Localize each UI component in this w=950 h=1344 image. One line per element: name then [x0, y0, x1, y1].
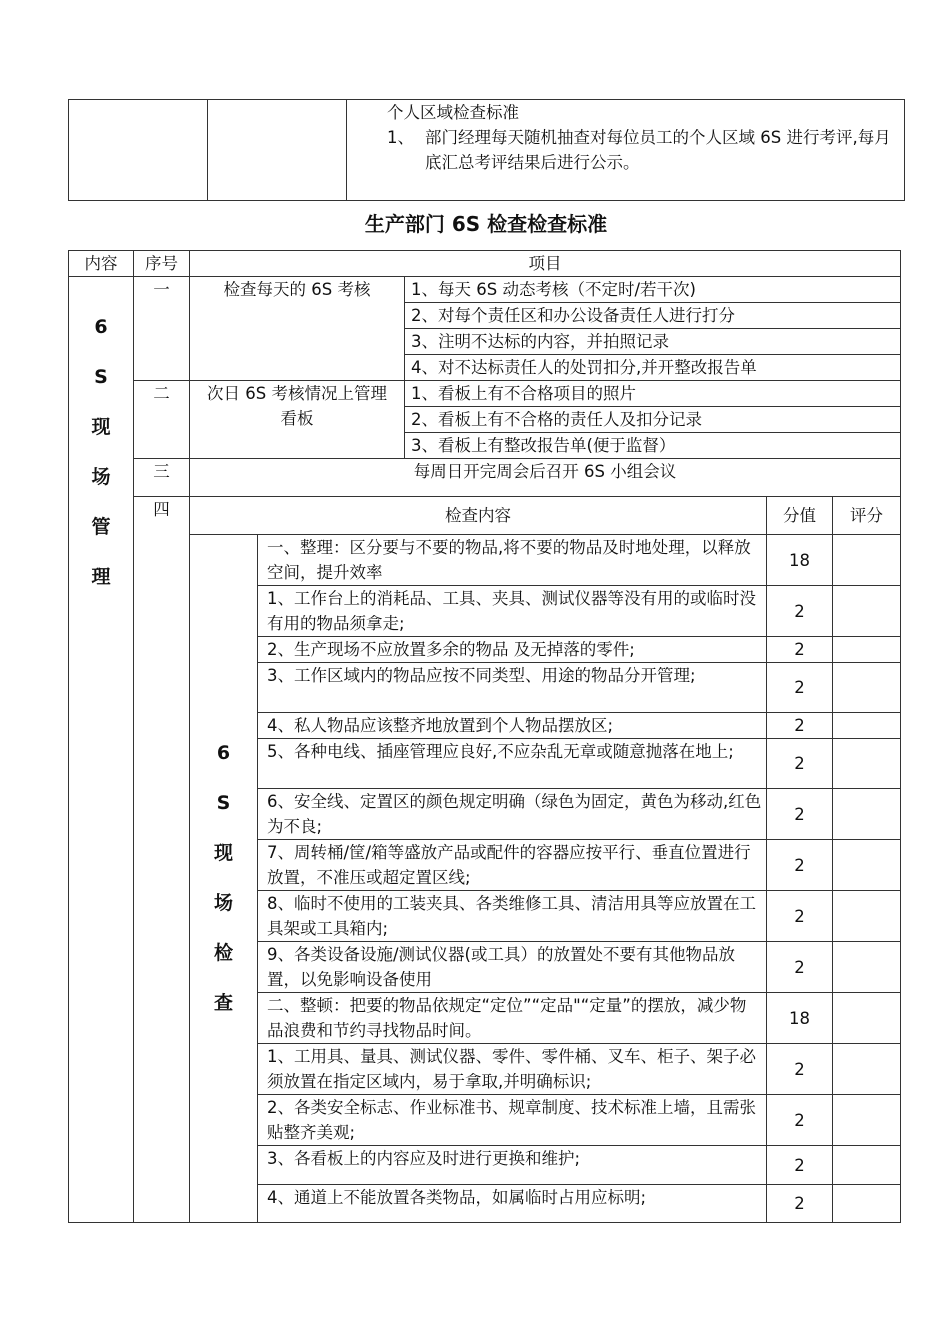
check-category-char: 检: [213, 942, 233, 964]
check-item-text: 一、整理：区分要与不要的物品,将不要的物品及时地处理，以释放空间，提升效率: [258, 535, 767, 586]
category-char: 管: [91, 516, 111, 538]
check-item-rating: [833, 586, 901, 637]
check-item-text: 二、整顿：把要的物品依规定“定位”“定品"“定量”的摆放，减少物品浪费和节约寻找物品时间。: [258, 993, 767, 1044]
check-item-rating: [833, 1146, 901, 1185]
top-empty-cell-2: [208, 100, 347, 201]
check-item-text: 2、生产现场不应放置多余的物品 及无掉落的零件;: [258, 637, 767, 663]
check-item-text: 4、私人物品应该整齐地放置到个人物品摆放区;: [258, 713, 767, 739]
group-1-seq: 一: [134, 277, 190, 381]
group-2-item: 3、看板上有整改报告单(便于监督）: [405, 433, 901, 459]
group-1-item: 3、注明不达标的内容，并拍照记录: [405, 329, 901, 355]
header-seq: 序号: [134, 251, 190, 277]
check-item-rating: [833, 637, 901, 663]
top-table: [68, 99, 905, 201]
check-category-char: 现: [213, 842, 233, 864]
check-item-text: 1、工用具、量具、测试仪器、零件、零件桶、叉车、柜子、架子必须放置在指定区域内，易于拿取,并明确标识;: [258, 1044, 767, 1095]
group-2-title: 次日 6S 考核情况上管理看板: [190, 381, 405, 459]
group-1-title: 检查每天的 6S 考核: [190, 277, 405, 381]
check-item-score: 2: [767, 1095, 833, 1146]
check-item-rating: [833, 739, 901, 789]
check-item-text: 3、工作区域内的物品应按不同类型、用途的物品分开管理;: [258, 663, 767, 713]
check-item-score: 2: [767, 739, 833, 789]
check-item-text: 3、各看板上的内容应及时进行更换和维护;: [258, 1146, 767, 1185]
rating-header: 评分: [833, 497, 901, 535]
top-standard-cell: [347, 100, 905, 201]
personal-area-heading: 个人区域检查标准: [387, 103, 519, 122]
check-item-score: 2: [767, 789, 833, 840]
main-table: [68, 250, 901, 1223]
check-item-rating: [833, 789, 901, 840]
group-2-item: 1、看板上有不合格项目的照片: [405, 381, 901, 407]
group-2-seq: 二: [134, 381, 190, 459]
check-item-score: 2: [767, 840, 833, 891]
check-item-rating: [833, 1044, 901, 1095]
check-item-text: 2、各类安全标志、作业标准书、规章制度、技术标准上墙，且需张贴整齐美观;: [258, 1095, 767, 1146]
check-item-text: 9、各类设备设施/测试仪器(或工具）的放置处不要有其他物品放置，以免影响设备使用: [258, 942, 767, 993]
page-title: 生产部门 6S 检查检查标准: [364, 212, 608, 236]
category-6s-inspection: [190, 535, 258, 1223]
check-item-rating: [833, 713, 901, 739]
group-2-item: 2、看板上有不合格的责任人及扣分记录: [405, 407, 901, 433]
check-item-score: 2: [767, 891, 833, 942]
check-item-score: 2: [767, 942, 833, 993]
check-item-rating: [833, 663, 901, 713]
category-char: 6: [94, 316, 108, 338]
check-item-score: 2: [767, 1044, 833, 1095]
category-6s-management: [69, 277, 134, 1223]
check-item-score: 2: [767, 713, 833, 739]
check-category-char: 查: [213, 992, 233, 1014]
check-item-text: 4、通道上不能放置各类物品，如属临时占用应标明;: [258, 1185, 767, 1223]
personal-area-item-index: 1、: [387, 128, 414, 147]
check-item-text: 7、周转桶/筐/箱等盛放产品或配件的容器应按平行、垂直位置进行放置，不准压或超定置区线;: [258, 840, 767, 891]
check-item-rating: [833, 1185, 901, 1223]
score-header: 分值: [767, 497, 833, 535]
check-item-score: 18: [767, 535, 833, 586]
check-item-text: 8、临时不使用的工装夹具、各类维修工具、清洁用具等应放置在工具架或工具箱内;: [258, 891, 767, 942]
check-item-score: 2: [767, 1146, 833, 1185]
category-char: 现: [91, 416, 111, 438]
category-char: 场: [91, 466, 111, 488]
top-empty-cell-1: [69, 100, 208, 201]
check-category-char: 场: [213, 892, 233, 914]
personal-area-item: [347, 125, 904, 175]
check-item-rating: [833, 1095, 901, 1146]
check-item-rating: [833, 840, 901, 891]
row-3-seq: 三: [134, 459, 190, 497]
category-char: S: [94, 366, 108, 388]
header-content: 内容: [69, 251, 134, 277]
check-item-text: 1、工作台上的消耗品、工具、夹具、测试仪器等没有用的或临时没有用的物品须拿走;: [258, 586, 767, 637]
check-item-text: 5、各种电线、插座管理应良好,不应杂乱无章或随意抛落在地上;: [258, 739, 767, 789]
check-category-char: S: [216, 792, 231, 814]
check-item-rating: [833, 993, 901, 1044]
check-item-text: 6、安全线、定置区的颜色规定明确（绿色为固定，黄色为移动,红色为不良;: [258, 789, 767, 840]
check-item-score: 2: [767, 637, 833, 663]
check-item-rating: [833, 891, 901, 942]
personal-area-item-text: 部门经理每天随机抽查对每位员工的个人区域 6S 进行考评,每月底汇总考评结果后进行公示。: [425, 128, 891, 172]
check-item-score: 18: [767, 993, 833, 1044]
group-1-item: 4、对不达标责任人的处罚扣分,并开整改报告单: [405, 355, 901, 381]
check-content-header: 检查内容: [190, 497, 767, 535]
check-item-score: 2: [767, 1185, 833, 1223]
row-4-seq: 四: [134, 497, 190, 1223]
row-3-text: 每周日开完周会后召开 6S 小组会议: [190, 459, 901, 497]
group-1-item: 2、对每个责任区和办公设备责任人进行打分: [405, 303, 901, 329]
category-char: 理: [91, 566, 111, 588]
check-item-score: 2: [767, 586, 833, 637]
check-item-rating: [833, 535, 901, 586]
check-item-score: 2: [767, 663, 833, 713]
check-item-rating: [833, 942, 901, 993]
header-project: 项目: [190, 251, 901, 277]
group-1-item: 1、每天 6S 动态考核（不定时/若干次): [405, 277, 901, 303]
check-category-char: 6: [216, 742, 231, 764]
